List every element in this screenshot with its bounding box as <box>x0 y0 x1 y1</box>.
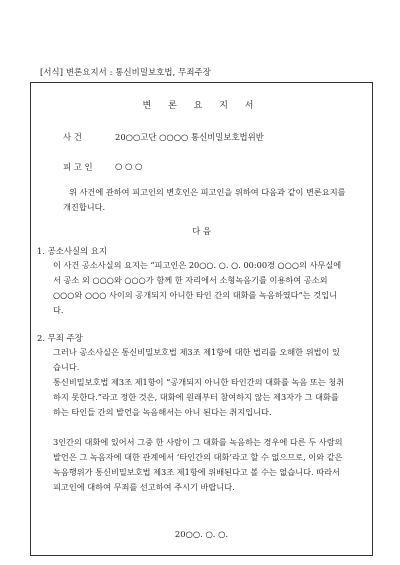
defendant-label: 피 고 인 <box>63 162 93 172</box>
intro-paragraph: 위 사건에 관하여 피고인의 변호인은 피고인을 위하여 다음과 같이 변론요지를 개진합니다. <box>63 187 346 212</box>
section2-heading: 2. 무죄 주장 <box>37 333 83 343</box>
center-heading: 다 음 <box>192 226 211 236</box>
case-label: 사 건 <box>63 132 82 142</box>
defendant-value: ○ ○ ○ <box>115 161 143 171</box>
section2-paragraph-2: 통신비밀보호법 제3조 제1항이 “공개되지 아니한 타인간의 대화를 녹음 또는 청취하지 못한다.”라고 정한 것은, 대화에 원래부터 참여하지 않는 제3자가 그 대화를 하는 타인들 간의 발언을 녹음해서는 아니 된다는 취지입니다. <box>53 377 345 417</box>
document-date: 20○○. ○. ○. <box>174 529 229 539</box>
section1-body: 이 사건 공소사실의 요지는 “피고인은 20○○. ○. ○. 00:00경 ○○○의 사무실에서 공소 외 ○○○와 ○○○가 함께 한 자리에서 소형녹음기를 이용하여 공소외 ○○○와 ○○○ 사이의 공개되지 아니한 타인 간의 대화를 녹음하였다”는 것입니다. <box>53 260 342 315</box>
form-caption: [서식] 변론요지서 : 통신비밀보호법, 무죄주장 <box>40 67 211 77</box>
section1-heading: 1. 공소사실의 요지 <box>37 246 107 256</box>
document-frame <box>30 82 373 556</box>
section2-paragraph-3: 3인간의 대화에 있어서 그중 한 사람이 그 대화를 녹음하는 경우에 다른 두 사람의 발언은 그 녹음자에 대한 관계에서 ‘타인간의 대화’라고 할 수 없으므로, 이와 같은 녹음행위가 통신비밀보호법 제3조 제1항에 위배된다고 볼 수는 없습니다. 따라서 피고인에 대하여 무죄를 선고하여 주시기 바랍니다. <box>53 437 343 492</box>
document-title: 변 론 요 지 서 <box>142 101 261 111</box>
section2-paragraph-1: 그러나 공소사실은 통신비밀보호법 제3조 제1항에 대한 법리를 오해한 위법이 있습니다. <box>53 347 340 372</box>
case-value: 20○○고단 ○○○○ 통신비밀보호법위반 <box>115 132 264 142</box>
